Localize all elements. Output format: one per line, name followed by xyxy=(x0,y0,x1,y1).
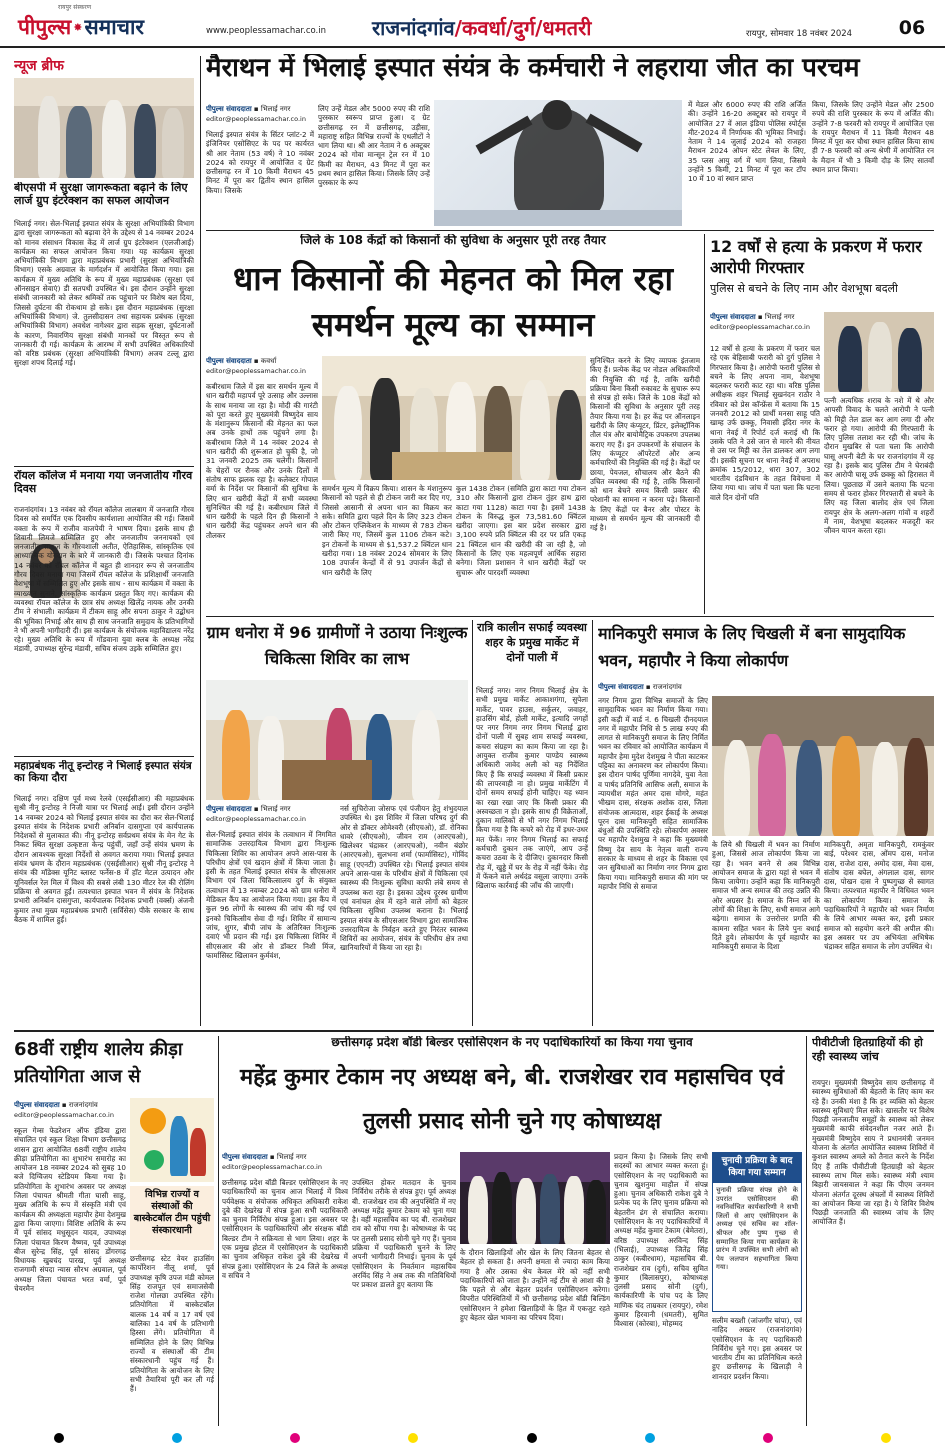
website-link[interactable]: www.peoplessamachar.co.in xyxy=(206,26,327,36)
murder-byline-place: भिलाई नगर xyxy=(764,313,795,321)
sports-email[interactable]: editor@peoplessamachar.co.in xyxy=(14,1111,114,1119)
pvtg-body: रायपुर। मुख्यमंत्री विष्णुदेव साय छत्तीसगढ़ में स्वास्थ्य सुविधाओं की बेहतरी के लिए काम कर रहे हैं। उनकी मंशा है कि हर व्यक्ति को बेहतर स्वास्थ्य सुविधाएं मिल सके। खासतौर पर विशेष पिछड़ी जनजातीय समूहों के स्वास्थ्य को लेकर मुख्यमंत्री काफी संवेदनशील नजर आते हैं। मुख्यमंत्री विष्णुदेव साय ने प्रधानमंत्री जनमन योजना के अंतर्गत आयोजित स्वास्थ्य शिविरों में कुशल स्वास्थ्य अमले को तैनात करने के निर्देश दिए हैं ताकि पीवीटीजी हितग्राही को बेहतर स्वास्थ्य लाभ मिल सके। स्वास्थ्य मंत्री श्याम बिहारी जायसवाल ने कहा कि पीएम जनमन योजना अंतर्गत दूरस्थ अंचलों में स्वास्थ्य शिविरों का आयोजन किया जा रहा है। ये शिविर विशेष पिछड़ी जनजाति की स्वास्थ्य जांच के लिए आयोजित हैं। xyxy=(812,1078,934,1227)
bodybuilder-col4: प्रदान किया है। जिसके लिए सभी सदस्यों का आभार व्यक्त करता हूं। एसोसिएशन के नए पदाधिकारी का चुनाव खुशनुमा माहौल में संपन्न हुआ। चुनाव अधिकारी राकेश दुबे ने प्रत्येक पद के लिए चुनाव प्रक्रिया को बेहतरीन ढंग से संचालित कराया। एसोसिएशन के नए पदाधिकारियों में अध्यक्ष महेंद्र कुमार टेकाम (बेमेतरा), वरिष्ठ उपाध्यक्ष अरविन्द सिंह (भिलाई), उपाध्यक्ष जितेंद्र सिंह ठाकुर (कबीरधाम), महासचिव बी. राजशेखर राव (दुर्ग), सचिव सुमित कुमार (बिलासपुर), कोषाध्यक्ष तुलसी प्रसाद सोनी (दुर्ग), कार्यकारिणी के पांच पद के लिए माणिक चंद ताम्रकार (रायपुर), रमेश कुमार हिरवानी (धमतरी), सुमित विश्वास (कोरबा), मोहम्मद xyxy=(614,1152,708,1329)
bsp-safety-body: भिलाई नगर। सेल-भिलाई इस्पात संयंत्र के सुरक्षा अभियांत्रिकी विभाग द्वारा सुरक्षा जागरूकता को बढ़ावा देने के उद्देश्य से 14 नवम्बर 2024 को मानव संसाधन विकास केंद्र में लार्ज ग्रुप इंटरेक्शन (एलजीआई) कार्यक्रम का सफल आयोजन किया गया। यह कार्यक्रम सुरक्षा अभियांत्रिकी विभाग द्वारा महाप्रबंधक प्रभारी (सुरक्षा अभियांत्रिकी विभाग) एसके अग्रवाल के मार्गदर्शन में आयोजित किया गया। इस कार्यक्रम में मुख्य अतिथि के रूप में मुख्य महाप्रबंधक (सुरक्षा एवं ऑनसाइन सेवाएं) डी सतपथी उपस्थित थे। इस दौरान उन्होंने सुरक्षा संबंधी जानकारी को लेकर श्रमिकों तक पहुंचाने पर विशेष बल दिया, जिससे दुर्घटना की रोकथाम हो सके। इस दौरान महाप्रबंधक (सुरक्षा अभियांत्रिकी विभाग) जे. तुलसीदासन तथा सहायक प्रबंधक (सुरक्षा अभियांत्रिकी विभाग) अवधेश नागेश्वर द्वारा सड़क सुरक्षा, दुर्घटनाओं के कारण, निवारणिय सुरक्षा संबंधी मानकों पर विस्तृत रूप से जानकारी दी गई। कार्यक्रम के आरम्भ में सभी उपस्थित अधिकारियों को वरिष्ठ प्रबंधक (सुरक्षा अभियांत्रिकी विभाग) अजय टल्लू द्वारा सुरक्षा शपथ दिलाई गई। xyxy=(14,219,194,368)
marathon-col2: लिए उन्हें मेडल और 5000 रुपए की राशि पुरस्कार स्वरूप प्राप्त हुआ। द ग्रेट छत्तीसगढ़ रन में छत्तीसगढ़, उड़ीसा, महाराष्ट्र सहित विभिन्न राज्यों के एथलीटों ने भाग लिया था। श्री आर नेताम ने 6 अक्टूबर 2024 को गोवा मान्सून ट्रेल रन में 10 किमी का मैराथन, 43 मिनट में पूरा कर प्रथम स्थान हासिल किया। जिसके लिए उन्हें पुरस्कार के रूप xyxy=(318,104,430,188)
edition-main: राजनांदगांव xyxy=(372,16,455,40)
column-divider xyxy=(806,1036,807,1426)
manikpuri-col3: मानिकपुरी, अमृता मानिकपुरी, रामकुंवर बाई, परेश्वर दास, ओंमप दास, मनोज दास, राजेश दास, अमोद दास, मेवा दास, संतोष दास बघेल, अंगलाल दास, सागर दास, पोखन दास ने पुष्पगुच्छ से स्वागत किया। तत्पश्चात महापौर ने विधिवत भवन का लोकार्पण किया। समाज के पदाधिकारियों ने महापौर को भवन निर्माण के लिये आभार व्यक्त कर, इसी प्रकार समाज को सहयोग करने की अपील की। इस अवसर पर उप अभियंता अभिषेक चंद्राकर सहित समाज के लोग उपस्थित थे। xyxy=(824,840,934,952)
edition-title xyxy=(372,14,591,41)
date-line: रायपुर, सोमवार 18 नवंबर 2024 xyxy=(746,29,853,39)
divider xyxy=(14,1030,934,1032)
edition-secondary: /कवर्धा/दुर्ग/धमतरी xyxy=(454,16,592,40)
bodybuilder-byline: पीपुल्स संवाददाता ▪ भिलाई नगर editor@peoplessamachar.co.in xyxy=(222,1153,322,1171)
sports-byline-name: पीपुल्स संवाददाता xyxy=(14,1101,60,1109)
royal-college-body: राजनांदगांव। 13 नवंबर को रॉयल कॉलेज लालबाग में जनजाति गौरव दिवस को समर्पित एक दिवसीय कार्यशाला आयोजित की गई। जिसमें वक्ता के रूप में राजीव वाजपेयी ने भाषण दिया। इसके साथ ही शिवानी लिमजे सम्मिलित हुए और जनजातीय जननायकों एवं जनजातीय समाज के गौरवशाली अतीत, ऐतिहासिक, सांस्कृतिक एवं आध्यात्मिक योगदान के बारे में जानकारी दी। जिसके पश्चात दिनांक 14 नवंबर को रॉयल कॉलेज में बहुत ही शानदार रूप से जनजातीय गौरव दिवस मनाया गया जिसमें रॉयल कॉलेज के प्रशिक्षार्थी जनजाति वेशभूषा में सम्मिलित हुए और इसके साथ - साथ कार्यक्रम में वक्ता के व्याख्यान सुनाने, सांस्कृतिक कार्यक्रम प्रस्तुत किए गए। कार्यक्रम की व्यवस्था रॉयल कॉलेज के छात्र संघ अध्यक्ष खिलेंद्र नायक और उनकी टीम ने संभाली। कार्यक्रम में टीकम साहू और सपना ठाकुर ने उद्बोधन की भूमिका निभाई और साथ ही साथ जनजाति समुदाय के प्रतिभागियों ने भी अपनी भागीदारी दी। इस कार्यक्रम के संयोजक महाविद्यालय नरेंद्र रहे। मुख्य अतिथि के रूप में गोंडवाना युवा क्लब के अध्यक्ष नरेंद्र मंडावी, उपाध्यक्ष सुरेन्द्र मंडावी, सचिव संजय उइके सम्मिलित हुए। xyxy=(14,505,194,654)
manikpuri-byline-place: राजनांदगांव xyxy=(652,683,682,691)
column-divider xyxy=(218,1036,219,1426)
dhan-email[interactable]: editor@peoplessamachar.co.in xyxy=(206,367,306,375)
dhan-kicker: जिले के 108 केंद्रों को किसानों की सुविधा के अनुसार पूरी तरह तैयार xyxy=(300,234,606,247)
bodybuilder-col3: के दौरान खिलाड़ियों और खेल के लिए जितना बेहतर से बेहतर हो सकता है। अपनी क्षमता से ज्यादा काम किया गया है और उसका श्रेय केवल मेरे को नहीं सभी पदाधिकारियों को जाता है। उन्होंने नई टीम से आशा की है कि पहले से और बेहतर प्रदर्शन एसोसिएशन करेगा। विपरीत परिस्थितियों में भी छत्तीसगढ़ प्रदेश बॉडी बिल्डिंग एसोसिएशन ने हमेशा खिलाड़ियों के हित में एकजुट रहते हुए बेहतर खेल भावना का परिचय दिया। xyxy=(460,1248,610,1323)
sidebar-title: चुनावी प्रक्रिया के बाद किया गया सम्मान xyxy=(713,1153,801,1183)
murder-subhead: पुलिस से बचने के लिए नाम और वेशभूषा बदली xyxy=(710,282,898,295)
marathon-col3: में मेडल और 6000 रुपए की राशि अर्जित की। उन्होंने 16-20 अक्टूबर को रायपुर में आयोजित 27 वें आल इंडिया पोलिस स्पोर्ट्स मीट-2024 में निर्णायक की भूमिका निभाई। नेताम ने 14 जुलाई 2024 को राजहरा मैराथन 2024 ओपन स्टेट लेवल के लिए, 35 प्लस आयु वर्ग में भाग लिया, जिसमे उन्होंने 5 किमी, 21 मिनट में पूरा कर टॉप 10 में 10 वां स्थान प्राप्त xyxy=(688,100,806,184)
gm-nitu-headline: महाप्रबंधक नीतू इन्टोरह ने भिलाई इस्पात संयंत्र का किया दौरा xyxy=(14,760,192,785)
manikpuri-col1: नगर निगम द्वारा विभिन्न समाजों के लिए सामुदायिक भवन का निर्माण किया गया। इसी कड़ी में वार्ड नं. 6 चिखली दीनदयाल नगर में महापौर निधि से 5 लाख रुपए की लागत से मानिकपुरी समाज के लिए निर्मित भवन का रविवार को आयोजित कार्यक्रम में महापौर हेमा मुदेश देशमुख ने पीता काटकर पट्टिका का अनावरण कर लोकार्पण किया। इस दौरान पार्षद पूर्णिमा नागदेवे, युवा नेता व पार्षद प्रतिनिधि आसिफ अली, समाज के न्यायधीश महंत अमर दास मोगरे, महंत भीखम दास, संरक्षक अशोक दास, जिला संयोजक आत्मदास, शहर ईकाई के अध्यक्ष पूरन दास मानिकपुरी सहित सामाजिक बंधुओं की उपस्थिति रहे। लोकार्पण अवसर पर महापौर देशमुख ने कहा कि मुख्यमंत्री विष्णु देव साय के नेतृत्व वाली राज्य सरकार के माध्यम से शहर के विकास एवं जन सुविधाओं का निर्माण नगर निगम द्वारा किया गया। मानिकपुरी समाज की मांग पर महापौर निधि से समाज xyxy=(598,696,708,891)
sports-byline-place: राजनांदगांव xyxy=(68,1101,98,1109)
column-divider xyxy=(472,620,473,1026)
murder-headline: 12 वर्षों से हत्या के प्रकरण में फरार आरोपी गिरफ्तार xyxy=(710,237,922,277)
page-number: 06 xyxy=(898,17,926,39)
bodybuilder-col1: छत्तीसगढ़ प्रदेश बॉडी बिल्डर एसोसिएशन के नए पदाधिकारियों का चुनाव आज भिलाई में विश्व पर्यवेक्षक व संयोजक अधिकृत अधिकारी राकेश दुबे की देखरेख में संपन्न हुआ सभी पदाधिकारी का चुनाव निर्विरोध संपन्न हुआ। इस अवसर पर एसोसिएशन के पदाधिकारियों और संरक्षक बॉडी बिल्डर टीम ने सक्रियता से भाग लिया। शहर के एक प्रमुख होटल में एसोसिएशन के पदाधिकारी का चुनाव अधिकृत राकेश दुबे की देखरेख में संपन्न हुआ। एसोसिएशन के 24 जिले के अध्यक्ष व सचिव ने xyxy=(222,1178,348,1280)
marathon-email[interactable]: editor@peoplessamachar.co.in xyxy=(206,115,306,123)
dhan-byline: पीपुल्स संवाददाता ▪ कवर्धा editor@peoplessamachar.co.in xyxy=(206,357,306,375)
marathon-byline-name: पीपुल्स संवाददाता xyxy=(206,105,252,113)
murder-photo xyxy=(824,312,934,392)
murder-col2: पत्नी अत्यधिक शराब के नशे में थे और आपसी विवाद के चलते आरोपी ने पत्नी को मिट्टी तेल डाल कर आग लगा दी और फरार हो गया। आरोपी की गिरफ्तारी के लिए पुलिस तलाश कर रही थी। जांच के दौरान मुखबिर से पता चला कि आरोपी घासू अपनी बेटी के घर राजनांदगांव में रह रहा है। इसके बाद पुलिस टीम ने घेराबंदी कर आरोपी घासू उर्फ छक्कू को हिरासत में लिया। पूछताछ में उसने बताया कि घटना समय से फरार होकर गिरफ्तारी से बचने के लिए वह जिला बालोद क्षेत्र एवं जिला रायपुर क्षेत्र के अलग-अलग गांवों व शहरों में नाम, वेशभूषा बदलकर मजदूरी कर जीवन यापन करता रहा। xyxy=(824,396,934,536)
murder-byline-name: पीपुल्स संवाददाता xyxy=(710,313,756,321)
night-headline: रात्रि कालीन सफाई व्यवस्था शहर के प्रमुख मार्केट में दोनों पाली में xyxy=(477,621,587,664)
bsp-photo xyxy=(14,78,194,178)
dhanora-email[interactable]: editor@peoplessamachar.co.in xyxy=(206,815,306,823)
column-divider xyxy=(704,234,705,614)
divider xyxy=(206,230,934,231)
dhan-byline-name: पीपुल्स संवाददाता xyxy=(206,357,252,365)
divider xyxy=(206,616,934,617)
marathon-photo xyxy=(434,100,682,226)
dhan-col3: कुल 1438 टोकन (समिति द्वारा काटा गया टोकन 310 और किसानों द्वारा टोकन तुंहर हाथ द्वारा काटा गया 1128) काटा गया है। इसमें 1438 टोकन के विरुद्ध कुल 73,581.60 क्विंटल खरीदा जाएगा। इस बार प्रदेश सरकार द्वारा 3,100 रुपये प्रति क्विंटल की दर पर प्रति एकड़ 21 क्विंटल धान की खरीदी की जा रही है, जो किसानों के लिए एक महत्वपूर्ण आर्थिक सहारा बनेगा। जिला प्रशासन ने धान खरीदी केंद्रों पर सुचारू और पारदर्शी व्यवस्था xyxy=(456,484,586,577)
bodybuilder-col2: उपस्थित होकर मतदान के चुनाव निर्विरोध तरीके से संपन्न हुए। पूर्व अध्यक्ष बी. राजशेखर राव की अनुपस्थिति में नए अध्यक्ष महेंद्र कुमार टेकाम को चुना गया है। वहीं महासचिव का पद बी. राजशेखर राव को सौंपा गया है। कोषाध्यक्ष के पद पर तुलसी प्रसाद सोनी चुने गए हैं। चुनाव प्रक्रिया में पदाधिकारी चुनने के लिए अपनी भागीदारी निभाई। चुनाव के पूर्व एसोसिएशन के निवर्तमान महासचिव अरविंद सिंह ने अब तक की गतिविधियों पर प्रकाश डालते हुए बताया कि xyxy=(352,1178,456,1290)
dhanora-headline: ग्राम धनोरा में 96 ग्रामीणों ने उठाया निःशुल्क चिकित्सा शिविर का लाभ xyxy=(206,623,468,668)
sports-byline: पीपुल्स संवाददाता ▪ राजनांदगांव editor@peoplessamachar.co.in xyxy=(14,1101,114,1119)
column-divider xyxy=(592,620,593,1026)
dhanora-photo xyxy=(206,680,468,800)
dhan-byline-place: कवर्धा xyxy=(260,357,277,365)
dhanora-byline: पीपुल्स संवाददाता ▪ भिलाई नगर editor@peoplessamachar.co.in xyxy=(206,805,306,823)
logo-part2: समाचार xyxy=(84,15,144,39)
bsp-safety-headline: बीएसपी में सुरक्षा जागरूकता बढ़ाने के लिए लार्ज ग्रुप इंटरेक्शन का सफल आयोजन xyxy=(14,182,188,207)
bodybuilder-email[interactable]: editor@peoplessamachar.co.in xyxy=(222,1163,322,1171)
basketball-headline: विभिन्न राज्यों व संस्थाओं की बास्केटबॉल टीम पहुंची संस्कारधानी xyxy=(130,1186,214,1250)
dhan-headline: धान किसानों की मेहनत को मिल रहा समर्थन मूल्य का सम्मान xyxy=(232,259,674,344)
basketball-box xyxy=(130,1186,214,1422)
bodybuilder-byline-name: पीपुल्स संवाददाता xyxy=(222,1153,268,1161)
column-divider xyxy=(200,56,201,1026)
sports-body: स्कूल गेम्स फेडरेशन ऑफ इंडिया द्वारा संचालित एवं स्कूल शिक्षा विभाग छत्तीसगढ़ शासन द्वारा आयोजित 68वीं राष्ट्रीय शालेय क्रीड़ा प्रतियोगिता का शुभारंभ समारोह का आयोजन 18 नवम्बर 2024 को सुबह 10 बजे दिग्विजय स्टेडियम किया गया है। प्रतियोगिता के शुभारंभ अवसर पर अध्यक्ष जिला पंचायत श्रीमती गीता घासी साहू, मुख्य अतिथि के रूप में संस्कृति मंत्री एवं कार्यक्रम की अध्यक्षता महापौर हेमा देशमुख द्वारा किया जाएगा। विशिष्ट अतिथि के रूप में पूर्व सांसद मधुसूदन यादव, उपाध्यक्ष जिला पंचायत किरण वैष्णव, पूर्व उपाध्यक्ष बीज सुरेन्द्र सिंह, पूर्व सांसद डोंगरगढ़ विधायक खुबचंद पारख, पूर्व अध्यक्ष राजगामी संपदा न्यास सौरभ अग्रवाल, पूर्व अध्यक्ष जिला पंचायत भरत वर्मा, पूर्व चेयरमैन xyxy=(14,1126,126,1294)
manikpuri-byline: पीपुल्स संवाददाता ▪ राजनांदगांव xyxy=(598,683,682,691)
manikpuri-photo xyxy=(712,696,934,836)
manikpuri-byline-name: पीपुल्स संवाददाता xyxy=(598,683,644,691)
pvtg-headline: पीवीटीजी हितग्राहियों की हो रही स्वास्थ्य जांच xyxy=(812,1036,923,1063)
dhanora-col1: सेल-भिलाई इस्पात संयंत्र के तत्वाधान में निगमित सामाजिक उत्तरदायित्व विभाग द्वारा निःशुल्क चिकित्सा शिविर का आयोजन अपने आस-पास के परिधीय क्षेत्रों एवं खदान क्षेत्रों में किया जाता है। इसी के तहत भिलाई इस्पात संयंत्र के सीएसआर विभाग एवं जिला चिकित्सालय दुर्ग के संयुक्त तत्वाधान में 13 नवम्बर 2024 को ग्राम धनोरा में मेडिकल कैंप का आयोजन किया गया। इस कैंप में कुल 96 लोगों के स्वास्थ्य की जांच की गई एवं इनको चिकित्सीय सेवा दी गई। शिविर में सामान्य जांच, शुगर, बीपी जांच के अतिरिक्त निःशुल्क दवाएं भी प्रदान की गईं। इस चिकित्सा शिविर में सीएसआर की ओर से डॉक्टर निशी मिंज, फार्मासिस्ट खिलावन कुर्मवंश, xyxy=(206,830,336,960)
sidebar-body: चुनावी प्रक्रिया संपन्न होने के उपरांत एसोसिएशन की नवनिर्वाचित कार्यकारिणी ने सभी जिलों से आए एसोसिएशन के अध्यक्ष एवं सचिव का शॉल-श्रीफल और पुष्प गुच्छ से सम्मानित किया गया कार्यक्रम के प्रारंभ में उपस्थित सभी लोगों को पेय जलपान सहभागिता किया गया। xyxy=(716,1186,798,1272)
basketball-body: छत्तीसगढ़ स्टेट वेयर हाउसिंग कार्पोरेशन नीलू शर्मा, पूर्व उपाध्यक्ष कृषि उपज मंडी कोमल सिंह राजपूत एवं समाजसेवी राजेश गोलछा उपस्थित रहेंगे। प्रतियोगिता में बास्केटबॉल बालक 14 वर्ष व 17 वर्ष एवं बालिका 14 वर्ष के प्रतिभागी हिस्सा लेंगे। प्रतियोगिता में सम्मिलित होने के लिए विभिन्न राज्यों व संस्थाओं की टीम संस्कारधानी पहुंच गई हैं। प्रतियोगिता के आयोजन के लिए सभी तैयारियां पूरी कर ली गई हैं। xyxy=(130,1254,214,1394)
dhanora-byline-place: भिलाई नगर xyxy=(260,805,291,813)
bodybuilder-kicker: छत्तीसगढ़ प्रदेश बॉडी बिल्डर एसोसिएशन के नए पदाधिकारियों का किया गया चुनाव xyxy=(331,1036,693,1049)
masthead-logo xyxy=(18,12,144,42)
manikpuri-headline: मानिकपुरी समाज के लिए चिखली में बना सामुदायिक भवन, महापौर ने किया लोकार्पण xyxy=(598,624,906,670)
marathon-byline-place: भिलाई नगर xyxy=(260,105,291,113)
royal-college-headline: रॉयल कॉलेज में मनाया गया जनजातीय गौरव दिवस xyxy=(14,470,193,495)
dhan-col2: समर्थन मूल्य में विक्रय किया। शासन के मंशानुरूप किसानों को पहले से ही टोकन जारी कर दिए गए, जिससे आसानी से अपना धान का विक्रय कर सके। समिति द्वारा पहले दिन के लिए 323 टोकन और टोकन एप्लिकेशन के माध्यम से 783 टोकन जारी किए गए, जिसमें कुल 1106 टोकन कटे। इन टोकनों के माध्यम से $1,537.2 क्विंटल धान खरीदा गया। 18 नवंबर 2024 सोमवार के लिए 108 उपार्जन केन्द्रों में से 91 उपार्जन केंद्रों से धान खरीदी के लिए xyxy=(322,484,452,577)
marathon-col4: किया, जिसके लिए उन्होंने मेडल और 2500 रुपये की राशि पुरस्कार के रूप में अर्जित की। उन्होंने 7-8 फरवरी को रायपुर में आयोजित एस के रायपुर मैराथन में 11 किमी मैराथन 48 मिनट में पूरा कर चौथा स्थान हासिल किया साथ ही 7-8 फरवरी को अन्य श्रेणी में आयोजित रन के मैदान में भी 3 किमी दौड़ के लिए सातवाँ स्थान प्राप्त किया। xyxy=(812,100,934,175)
bodybuilder-photo xyxy=(460,1152,610,1244)
logo-star-icon: ✸ xyxy=(73,20,83,34)
manikpuri-col2: के लिये श्री चिखली में भवन का निर्माण हुआ, जिससे आज लोकार्पण किया जा रहा है। भवन बनने से अब विभिन्न आयोजन समाज के द्वारा यहां से भवन में किया जायेगा। उन्होंने कहा कि मानिकपुरी समाज भी अन्य समाज की तरह उन्नति की ओर अग्रसर है। समाज के निम्न वर्ग के लोगों की शिक्षा के लिए, सभी समाज आगे बढ़ेगा। समाज के उत्तरोत्तर प्रगति की कामना सहित भवन के लिये पुनः बधाई दिते हुये। लोकार्पण के पूर्व महापौर का मानिकपुरी समाज के दिशा xyxy=(712,840,820,952)
murder-email[interactable]: editor@peoplessamachar.co.in xyxy=(710,323,810,331)
divider xyxy=(14,756,194,757)
bodybuilder-col5: सलीम बख्शी (जांजगीर चांपा), एवं नाहिद अख्तर (राजनांदगांव) एसोसिएशन के नए पदाधिकारी निर्विरोध चुने गए। इस अवसर पर भारतीय टीम का प्रतिनिधित्व करते हुए छत्तीसगढ़ के खिलाड़ी ने शानदार प्रदर्शन किया। xyxy=(712,1316,802,1381)
marathon-col1: भिलाई इस्पात संयंत्र के सिंटर प्लांट-2 में इंजिनियर एसोसिएट के पद पर कार्यरत श्री आर नेताम (53 वर्ष) ने 10 नवंबर 2024 को रायपुर में आयोजित द ग्रेट छत्तीसगढ़ रन में 10 किमी मैराथन 45 मिनट में पूरा कर द्वितीय स्थान हासिल किया। जिसके xyxy=(206,130,314,195)
marathon-headline: मैराथन में भिलाई इस्पात संयंत्र के कर्मचारी ने लहराया जीत का परचम xyxy=(206,54,860,83)
sports-headline: 68वीं राष्ट्रीय शालेय क्रीड़ा प्रतियोगिता आज से xyxy=(14,1039,183,1087)
print-color-strip xyxy=(0,1430,945,1445)
masthead-small-tag: रायपुर संस्करण xyxy=(58,4,92,11)
dhanora-col2: नर्स सुचिरोजा जोसफ एवं पंजीयन हेतु शंभुदयाल उपस्थित थे। इस शिविर में जिला परिषद दुर्ग की ओर से डॉक्टर ओमेश्वरी (सीएचओ), डॉ. रोनिका धावरे (सीएचओ), जीवन राम (आरएचओ), खिलेश्वर चंद्राकर (आरएचओ), नवीन बंछोर (आरएचओ), सुलभना शर्मा (फार्मासिस्ट), गोविंद साहू (एएनटी) उपस्थित रहे। भिलाई इस्पात संयंत्र अपने आस-पास के परिधीय क्षेत्रों में चिकित्सा एवं स्वास्थ्य की निःशुल्क सुविधा काफी लंबे समय से उपलब्ध करा रहा है। इसका उद्देश्य दूरस्थ ग्रामीण एवं वनांचल क्षेत्र में रहने वाले लोगों को बेहतर चिकित्सा सुविधा उपलब्ध कराना है। भिलाई इस्पात संयंत्र के सीएसआर विभाग द्वारा सामाजिक उत्तरदायित्व के निर्वहन करते हुए निरंतर स्वास्थ्य शिविरों का आयोजन, संयंत्र के परिधीय क्षेत्र तथा खानियारियों में किया जा रहा है। xyxy=(340,804,468,953)
dhan-col4: सुनिश्चित करने के लिए व्यापक इंतजाम किए हैं। प्रत्येक केंद्र पर नोडल अधिकारियों की नियुक्ति की गई है, ताकि खरीदी प्रक्रिया बिना किसी रुकावट के सुचारू रूप से संपन्न हो सके। जिले के 108 केंद्रों को किसानों की सुविधा के अनुसार पूरी तरह तैयार किया गया है। हर केंद्र पर ऑनलाइन खरीदी के लिए कंप्यूटर, प्रिंटर, इलेक्ट्रॉनिक तौल यंत्र और बायोमैट्रिक उपकरण उपलब्ध कराए गए हैं। इन उपकरणों के संचालन के लिए कंप्यूटर ऑपरेटरों और अन्य कर्मचारियों की नियुक्ति की गई है। केंद्रों पर छाया, पेयजल, सौचालय और बैठने की उचित व्यवस्था की गई है, ताकि किसानों को धान बेचने समय किसी प्रकार की परेशानी का सामना न करना पड़े। किसानों के लिए केंद्रों पर बैनर और पोस्टर के माध्यम से समर्थन मूल्य की जानकारी दी गई है। xyxy=(590,356,700,533)
logo-part1: पीपुल्स xyxy=(18,15,72,39)
sports-illustration xyxy=(130,1098,214,1182)
bodybuilder-byline-place: भिलाई नगर xyxy=(276,1153,307,1161)
gm-nitu-body: भिलाई नगर। दक्षिण पूर्व मध्य रेलवे (एसईसीआर) की महाप्रबंधक सुश्री नीनू इन्टोरह ने निजी यात्रा पर भिलाई आईं। इसी दौरान उन्होंने 14 नवम्बर 2024 को भिलाई इस्पात संयंत्र का दौरा कर सेल-भिलाई इस्पात संयंत्र के निदेशक प्रभारी अनिर्बान दासगुप्ता एवं कार्यपालक निदेशकों से मुलाकात की। नीनू इन्टोरह सर्वप्रथम संयंत्र के मेन गेट के निकट स्थित सुरक्षा उत्कृष्टता केन्द्र पहुंचीं, जहाँ उन्हें संयंत्र भ्रमण के दौरान आवश्यक सुरक्षा निर्देशों से अवगत कराया गया। भिलाई इस्पात संयंत्र भ्रमण के दौरान महाप्रबंधक (एसईसीआर) सुश्री नीनू इन्टोरह ने संयंत्र की मॉडेक्स यूनिट ब्लास्ट फर्नेस-8 में हॉट मेटल उत्पादन और यूनिवर्सल रेल मिल में विश्व की सबसे लंबी 130 मीटर रेल की रोलिंग प्रक्रिया से अवगत हुईं। तत्पश्चात इस्पात भवन में संयंत्र के निदेशक प्रभारी अनिर्बान दासगुप्ता, कार्यपालक निदेशक प्रभारी (वर्क्स) अंजनी कुमार तथा मुख्य महाप्रबंधक प्रभारी (सर्विसेस) पीके सरकार के साथ बैठक में शामिल हुईं। xyxy=(14,794,194,924)
news-brief-title: न्यूज ब्रीफ xyxy=(14,58,64,74)
dhan-photo xyxy=(322,356,586,480)
dhan-col1: कबीरधाम जिले में इस बार समर्थन मूल्य में धान खरीदी महापर्व पूरे उत्साह और उल्लास के साथ मनाया जा रहा है। मोदी की गारंटी को पूरा करते हुए मुख्यमंत्री विष्णुदेव साय के मंशानुरूप किसानों की मेहनत का फल अब उनके हाथों तक पहुंचने लगा है। कबीरधाम जिले में 14 नवंबर 2024 से धान खरीदी की शुरूआत हो चुकी है, जो 31 जनवरी 2025 तक चलेगी। किसानों के चेहरों पर रौनक और उनके दिलों में संतोष साफ झलक रहा है। कलेक्टर गोपाल वर्मा के निर्देश पर किसानों की सुविधा के लिए धान खरीदी केंद्रों में सभी व्यवस्था सुनिश्चित की गई है। कबीरधाम जिले में धान खरीदी के पहले दिन ही किसानों ने धान खरीदी केंद्र पहुंचकर अपने धान की तौलकर xyxy=(206,382,318,540)
marathon-byline: पीपुल्स संवाददाता ▪ भिलाई नगर editor@peoplessamachar.co.in xyxy=(206,105,306,123)
night-body: भिलाई नगर। नगर निगम भिलाई क्षेत्र के सभी प्रमुख मार्केट आकाशगंगा, सुपेला मार्केट, पावर हाउस, सर्कुलर, जवाहर, हाउसिंग बोर्ड, होली मार्केट, इत्यादि जगहों पर नगर निगम नगर निगम भिलाई द्वारा दोनों पाली में सुबह शाम सफाई व्यवस्था, कचरा संग्रहण का काम किया जा रहा है। आयुक्त राजीव कुमार पाण्डेय स्वास्थ्य अधिकारी जावेद अली को यह निर्देशित किए हैं कि सफाई व्यवस्था में किसी प्रकार की लापरवाही ना हो। प्रमुख मार्केटिंग में दोनों समय सफाई होनी चाहिए। यह ध्यान का रखा रखा जाए कि किसी प्रकार की अस्वच्छता न हो। इसके साथ ही विक्रेताओं, दुकान मालिकों से भी नगर निगम भिलाई किया गया है कि कचरे को रोड़ में इधर-उधर मत फेंकें। नगर निगम भिलाई का सफाई कर्मचारी दुकान तक जाएंगे, आप उन्हें कचरा उठवा के दे दीजिए। दुकानदार किसी रोड़ में, खुड्डे में घर के रोड़ में नहीं फेंके। रोड़ में फेंकने वाले अर्थदंड वसूला जाएगा। उनके खिलाफ कार्रवाई की जाँच की जाएगी। xyxy=(476,686,588,891)
bodybuilder-headline: महेंद्र कुमार टेकाम नए अध्यक्ष बने, बी. राजशेखर राव महासचिव एवं तुलसी प्रसाद सोनी चुने गए कोषाध्यक्ष xyxy=(239,1065,785,1134)
dhanora-byline-name: पीपुल्स संवाददाता xyxy=(206,805,252,813)
murder-col1: 12 वर्षों से हत्या के प्रकरण में फरार चल रहे एक बेहिसाबी फरारी को दुर्ग पुलिस ने गिरफ्तार किया है। आरोपी फरारी पुलिस से बचने के लिए अपना नाम, वेशभूषा बदलकर फरारी काट रहा था। वरिष्ठ पुलिस अधीक्षक शहर भिलाई सुखनंदन राठौर ने रविवार को प्रेस कॉन्फ्रेंस में बताया कि 15 जनवरी 2012 को प्रार्थी मनसा साहू पति खाम्ह उर्फ छक्कू, निवासी इंदिरा नगर के थाना नेवई में रिपोर्ट दर्ज कराई थी कि उसके पति ने उसे जान से मारने की नीयत से उस पर मिट्टी का तेल डालकर आग लगा दी। इसकी सूचना पर थाना नेवई में अपराध क्रमांक 15/2012, धारा 307, 302 भारतीय दंडविधान के तहत विवेचना में लिया गया था। जांच में पता चला कि घटना वाले दिन दोनों पति xyxy=(710,344,820,502)
divider xyxy=(14,466,194,467)
news-brief-label xyxy=(14,55,194,75)
bodybuilder-sidebar xyxy=(712,1152,802,1312)
masthead xyxy=(0,0,945,48)
murder-byline: पीपुल्स संवाददाता ▪ भिलाई नगर editor@peoplessamachar.co.in xyxy=(710,313,810,331)
